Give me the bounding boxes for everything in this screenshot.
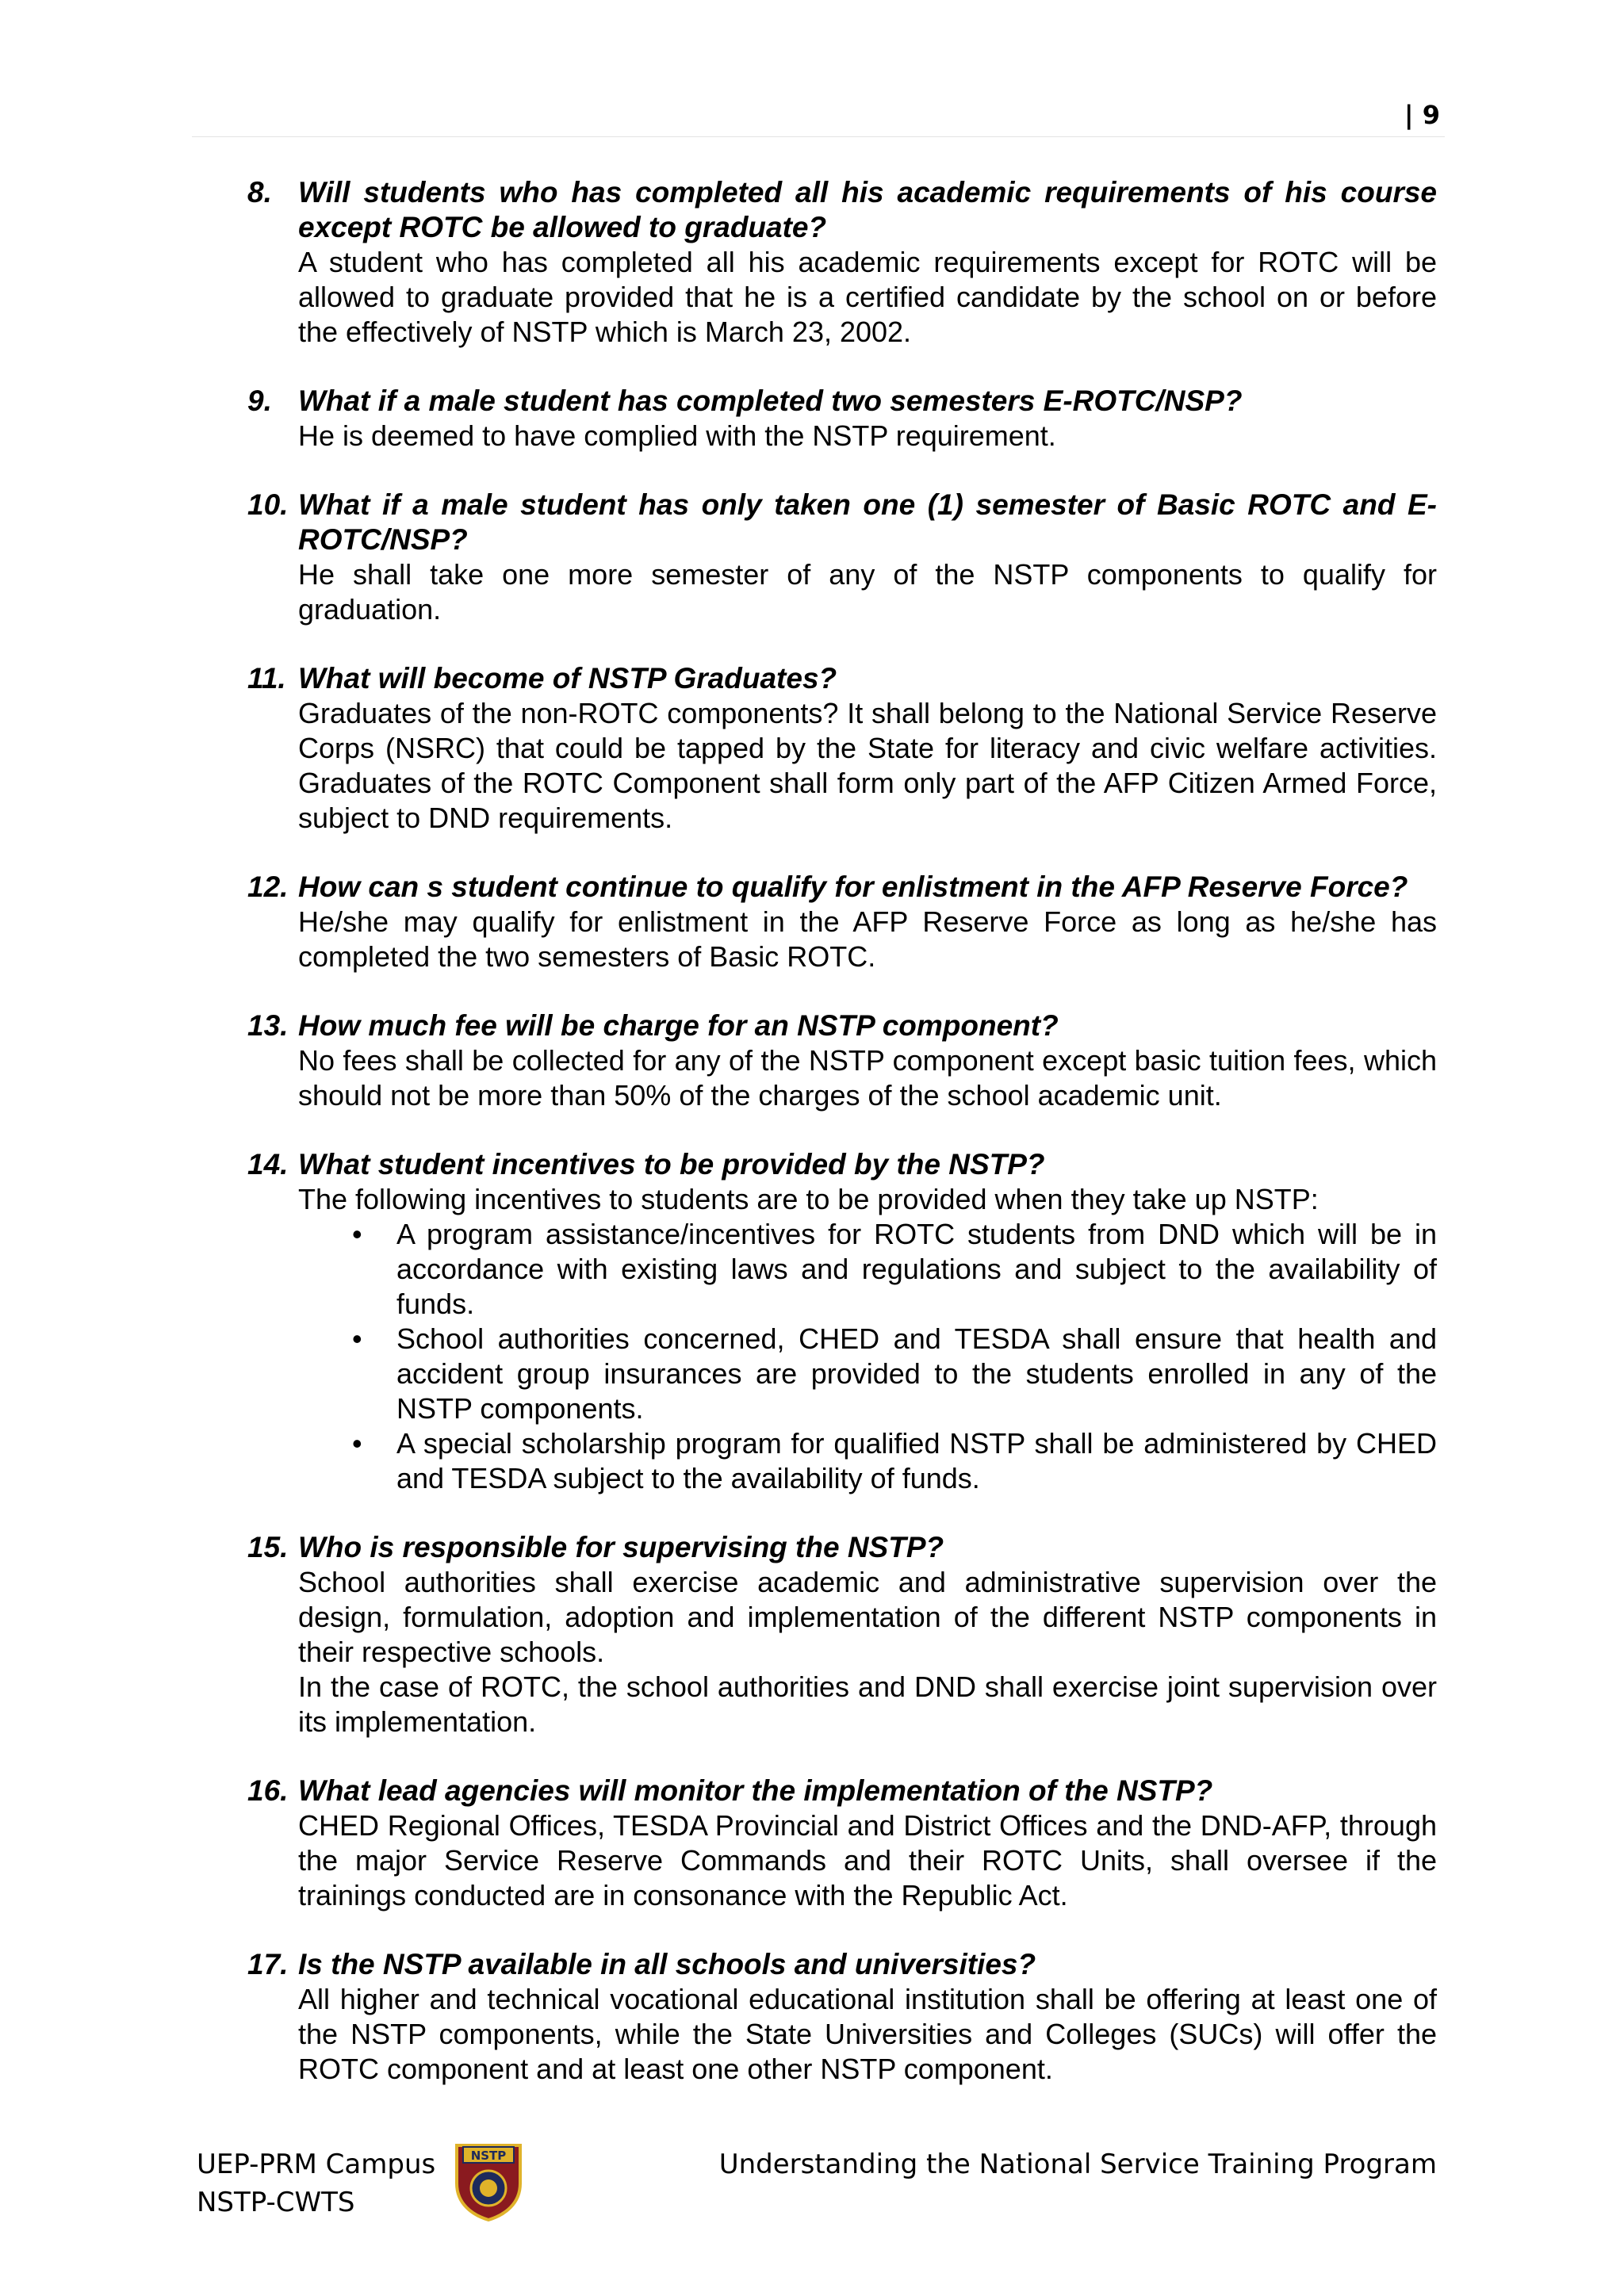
faq-answer: CHED Regional Offices, TESDA Provincial and District Offices and the DND-AFP, through the major Service Reserve Commands and their ROTC Units, shall oversee if the trainings conducted are in consonance with the Republic Act. bbox=[298, 1809, 1437, 1911]
faq-item-14 bbox=[247, 1147, 1437, 1496]
faq-number: 9. bbox=[247, 385, 272, 417]
logo-text: NSTP bbox=[470, 2149, 507, 2163]
list-item-text: A special scholarship program for qualified NSTP shall be administered by CHED and TESDA subject to the availability of funds. bbox=[396, 1427, 1437, 1494]
nstp-logo-icon bbox=[452, 2139, 525, 2221]
faq-answer: He shall take one more semester of any of the NSTP components to qualify for graduation. bbox=[298, 558, 1437, 626]
faq-number: 15. bbox=[247, 1531, 289, 1563]
faq-answer: A student who has completed all his academic requirements except for ROTC will be allowed to graduate provided that he is a certified candidate by the school on or before the effectively of NSTP which is March 23, 2002. bbox=[298, 246, 1437, 348]
bullet-icon: • bbox=[352, 1427, 362, 1460]
footer-campus: UEP-PRM Campus bbox=[197, 2149, 436, 2180]
incentive-list bbox=[298, 1217, 1437, 1496]
footer-title: Understanding the National Service Training Program bbox=[718, 2149, 1437, 2180]
faq-item-17 bbox=[247, 1947, 1437, 2087]
faq-item-11 bbox=[247, 661, 1437, 836]
faq-number: 14. bbox=[247, 1148, 289, 1181]
faq-item-13 bbox=[247, 1008, 1437, 1113]
faq-question: What will become of NSTP Graduates? bbox=[298, 662, 837, 695]
faq-answer: School authorities shall exercise academic and administrative supervision over the design, formulation, adoption and implementation of the different NSTP components in their respective schools. bbox=[298, 1566, 1437, 1668]
faq-number: 8. bbox=[247, 176, 272, 209]
faq-question: What if a male student has completed two semesters E-ROTC/NSP? bbox=[298, 385, 1243, 417]
bullet-icon: • bbox=[352, 1322, 362, 1355]
faq-answer: No fees shall be collected for any of the NSTP component except basic tuition fees, which should not be more than 50% of the charges of the school academic unit. bbox=[298, 1044, 1437, 1112]
list-item-text: School authorities concerned, CHED and TESDA shall ensure that health and accident group insurances are provided to the students enrolled in any of the NSTP components. bbox=[396, 1322, 1437, 1425]
faq-number: 10. bbox=[247, 488, 289, 521]
faq-answer: All higher and technical vocational educational institution shall be offering at least one of the NSTP components, while the State Universities and Colleges (SUCs) will offer the ROTC component and at least one other NSTP component. bbox=[298, 1983, 1437, 2085]
page-number: | 9 bbox=[1404, 100, 1440, 130]
faq-answer: In the case of ROTC, the school authorities and DND shall exercise joint supervision over its implementation. bbox=[298, 1670, 1437, 1738]
faq-question: What if a male student has only taken one (1) semester of Basic ROTC and E-ROTC/NSP? bbox=[298, 488, 1437, 556]
faq-question: Who is responsible for supervising the NSTP? bbox=[298, 1531, 944, 1563]
faq-item-9 bbox=[247, 384, 1437, 453]
footer-program: NSTP-CWTS bbox=[197, 2187, 355, 2218]
faq-item-16 bbox=[247, 1774, 1437, 1913]
list-item bbox=[352, 1322, 1437, 1426]
faq-number: 12. bbox=[247, 871, 289, 903]
header-divider bbox=[192, 136, 1445, 137]
faq-answer: He is deemed to have complied with the NSTP requirement. bbox=[298, 419, 1056, 452]
list-item bbox=[352, 1426, 1437, 1496]
list-item bbox=[352, 1217, 1437, 1322]
faq-answer: The following incentives to students are to be provided when they take up NSTP: bbox=[298, 1183, 1319, 1215]
faq-question: What lead agencies will monitor the implementation of the NSTP? bbox=[298, 1774, 1213, 1807]
faq-answer: He/she may qualify for enlistment in the AFP Reserve Force as long as he/she has completed the two semesters of Basic ROTC. bbox=[298, 905, 1437, 973]
faq-item-15 bbox=[247, 1530, 1437, 1739]
faq-question: Will students who has completed all his academic requirements of his course except ROTC be allowed to graduate? bbox=[298, 176, 1437, 243]
faq-number: 11. bbox=[247, 662, 286, 695]
faq-list bbox=[247, 175, 1437, 2121]
faq-item-10 bbox=[247, 488, 1437, 627]
faq-answer: Graduates of the non-ROTC components? It shall belong to the National Service Reserve Corps (NSRC) that could be tapped by the State for literacy and civic welfare activities. Graduates of the ROTC Component shall form only part of the AFP Citizen Armed Force, subject to DND requirements. bbox=[298, 697, 1437, 834]
faq-item-12 bbox=[247, 870, 1437, 974]
faq-number: 13. bbox=[247, 1009, 289, 1042]
footer-campus-block bbox=[197, 2145, 435, 2221]
faq-item-8 bbox=[247, 175, 1437, 350]
faq-question: Is the NSTP available in all schools and universities? bbox=[298, 1948, 1036, 1980]
faq-question: How much fee will be charge for an NSTP component? bbox=[298, 1009, 1059, 1042]
faq-question: How can s student continue to qualify for enlistment in the AFP Reserve Force? bbox=[298, 871, 1408, 903]
faq-question: What student incentives to be provided by the NSTP? bbox=[298, 1148, 1045, 1181]
faq-number: 17. bbox=[247, 1948, 289, 1980]
bullet-icon: • bbox=[352, 1218, 362, 1250]
list-item-text: A program assistance/incentives for ROTC students from DND which will be in accordance with existing laws and regulations and subject to the availability of funds. bbox=[396, 1218, 1437, 1320]
faq-number: 16. bbox=[247, 1774, 289, 1807]
